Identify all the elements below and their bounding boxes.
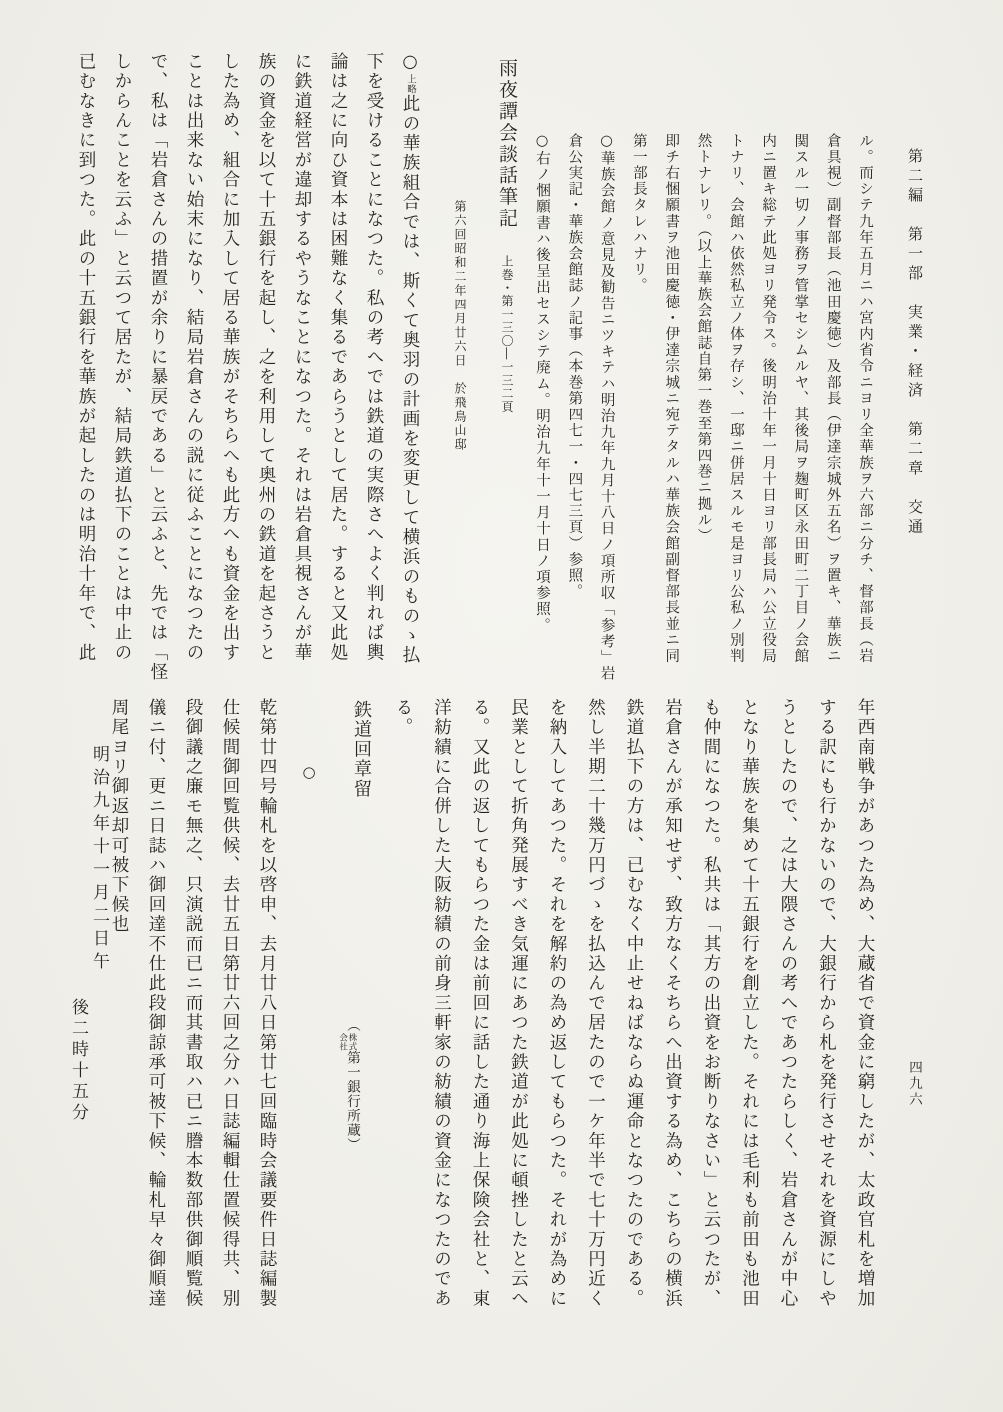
text-line: 仕候間御回覧供候、去廿五日第廿六回之分ハ日誌編輯仕置候得共、別	[220, 698, 240, 1309]
text-line: で、私は「岩倉さんの措置が余りに暴戻である」と云ふと、先では「怪	[148, 52, 168, 683]
text-line: 段御議之廉モ無之、只演説而已ニ而其書取ハ已ニ謄本数部供御順覧候	[183, 698, 203, 1309]
text-line: 乾第廿四号輪札を以啓申、去月廿八日第廿七回臨時会議要件日誌編製	[257, 698, 277, 1309]
attribution-open-paren: （	[344, 1018, 360, 1033]
text-line: ことは出来ない始末になり、結局岩倉さんの説に従ふことになつたの	[184, 52, 204, 663]
text-line: 然トナレリ。（以上華族会館誌自第一巻至第四巻ニ拠ル）	[695, 133, 712, 545]
amayogatari-paragraph-lower	[384, 698, 885, 1309]
section-title-page-ref: 上巻・第一三〇―一三二頁	[500, 255, 514, 414]
text-line: に鉄道経営が違却するやうなことになつた。それは岩倉具視さんが華	[292, 52, 312, 663]
text-line: 内ニ置キ総テ此処ヨリ発令ス。後明治十年一月十日ヨリ部長局ハ公立役局	[760, 133, 777, 665]
text-line: 岩倉さんが承知せず、致方なくそちらへ出資する為め、こちらの横浜	[662, 698, 683, 1309]
attribution-warichu	[337, 1033, 356, 1051]
page-number: 四九六	[906, 1060, 922, 1108]
annotation-line: 倉公実記・華族会館誌ノ記事（本巻第四七一・四七三頁）参照。	[566, 133, 583, 600]
text-line: トナリ、会館ハ依然私立ノ体ヲ存シ、一邸ニ併居スルモ是ヨリ公私ノ別判	[727, 133, 744, 665]
line-text: 此の華族組合では、斯くて奥羽の計画を変更して横浜のものゝ払	[400, 94, 420, 666]
attribution-text: 第一銀行所蔵）	[344, 1050, 360, 1152]
text-line: 儀ニ付、更ニ日誌ハ御回達不仕此段御諒承可被下候、輪札早々御順達	[146, 698, 166, 1309]
text-line: る。	[393, 698, 413, 738]
text-line: 即チ右悃願書ヲ池田慶徳・伊達宗城ニ宛テタルハ華族会館副督部長並ニ同	[663, 133, 680, 665]
text-line: となり華族を集めて十五銀行を創立した。それには毛利も前田も池田	[739, 698, 760, 1309]
text-line: も仲間になつた。私共は「其方の出資をお断りなさい」と云つたが、	[701, 698, 721, 1309]
text-line: 論は之に向ひ資本は困難なく集るであらうとして居た。すると又此処	[328, 52, 348, 663]
text-line: 倉具視）副督部長（池田慶徳）及部長（伊達宗城外五名）ヲ置キ、華族ニ	[824, 133, 841, 665]
text-line: る。又此の返してもらつた金は前回に話した通り海上保険会社と、東	[470, 698, 490, 1309]
section-title: 雨夜譚会談話筆記	[496, 58, 518, 230]
text-line: した為め、組合に加入して居る華族がそちらへも此方へも資金を出す	[220, 52, 240, 663]
omission-note: 上略	[405, 74, 416, 95]
text-line: 周尾ヨリ御返却可被下候也	[109, 698, 129, 935]
text-line: 第一部長タレハナリ。	[630, 133, 647, 294]
letter-date-line-2: 後二時十五分	[68, 998, 88, 1124]
attribution-warichu-left: 会社	[337, 1032, 348, 1051]
text-line: 年西南戦争があつた為め、大蔵省で資金に窮したが、太政官札を増加	[855, 698, 875, 1309]
text-line: 下を受けることになつた。私の考へでは鉄道の実際さへよく判れば輿	[364, 52, 384, 663]
text-line: 民業として折角発展すべき気運にあつた鉄道が此処に頓挫したと云へ	[508, 698, 529, 1309]
text-line: 関スル一切ノ事務ヲ管掌セシムルヤ、其後局ヲ麹町区永田町二丁目ノ会館	[792, 133, 809, 665]
letter-body	[100, 698, 285, 1309]
letter-date-line-1: 明治九年十一月二日午	[89, 745, 109, 975]
text-line: 族の資金を以て十五銀行を起し、之を利用して奥州の鉄道を起さうと	[256, 52, 276, 663]
tetsudo-kaisho-attribution	[337, 1018, 362, 1152]
text-line: うとしたので、之は大隈さんの考へであつたらしく、岩倉さんが中心	[778, 698, 798, 1309]
text-line: 已むなきに到つた。此の十五銀行を華族が起したのは明治十年で、此	[76, 52, 96, 663]
letter-item-marker: ○	[300, 763, 318, 781]
kazoku-kaikan-block	[526, 133, 881, 682]
text-line: する訳にも行かないので、大銀行から札を発行させそれを資源にしや	[816, 698, 837, 1309]
attribution-warichu-right: 株式	[347, 1032, 357, 1051]
text-line: 洋紡績に合併した大阪紡績の前身三軒家の紡績の資金になつたのであ	[431, 698, 452, 1309]
annotation-line: ○右ノ悃願書ハ後呈出セスシテ廃ム。明治九年十一月十日ノ項参照。	[534, 133, 551, 634]
chapter-header: 第二編 第一部 実業・経済 第二章 交通	[906, 148, 924, 538]
text-line: しからんことを云ふ」と云つて居たが、結局鉄道払下のことは中止の	[112, 52, 132, 663]
text-line: 然し半期二十幾万円づゝを払込んで居たので一ケ年半で七十万円近く	[585, 698, 606, 1309]
amayogatari-title-column	[494, 58, 521, 414]
text-line: 鉄道払下の方は、已むなく中止せねばならぬ運命となつたのである。	[624, 698, 644, 1309]
annotation-line: ○華族会館ノ意見及勧告ニツキテハ明治九年九月十八日ノ項所収「参考」岩	[598, 133, 615, 682]
session-line: 第六回昭和二年四月廿六日 於飛鳥山邸	[453, 200, 467, 452]
text-line	[392, 52, 428, 682]
amayogatari-paragraph-upper	[68, 52, 428, 682]
text-line: を納入してあつた。それを解約の為め返してもらつた。それが為めに	[547, 698, 567, 1309]
tetsudo-kaisho-title: 鉄道回章留	[351, 700, 372, 799]
text-line: ル。而シテ九年五月ニハ宮内省令ニヨリ全華族ヲ六部ニ分チ、督部長（岩	[857, 133, 873, 665]
omission-marker: ○	[400, 52, 420, 75]
